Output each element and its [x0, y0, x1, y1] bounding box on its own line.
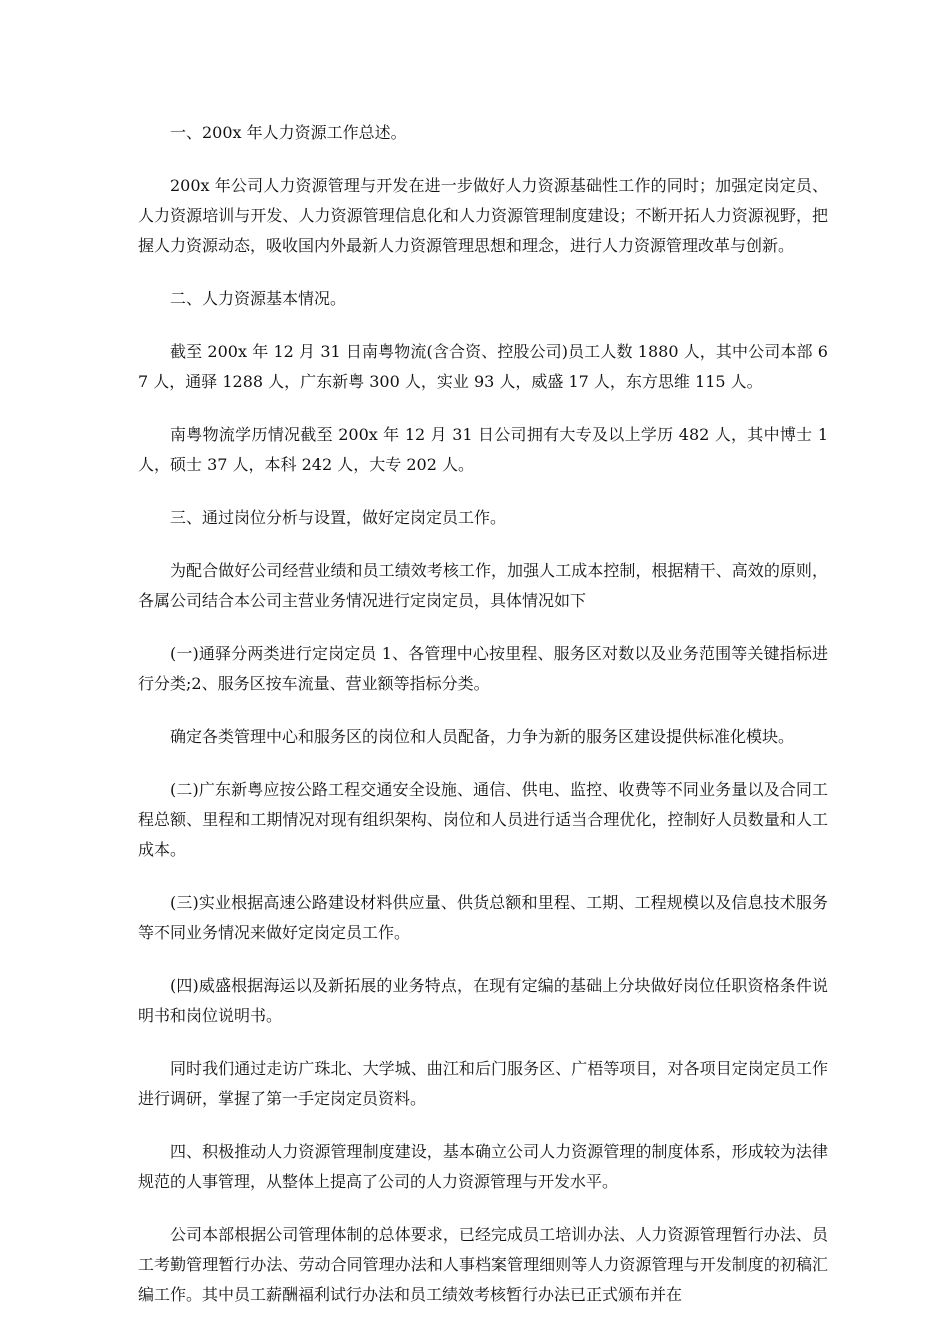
- paragraph: (三)实业根据高速公路建设材料供应量、供货总额和里程、工期、工程规模以及信息技术服务等不同业务情况来做好定岗定员工作。: [138, 893, 828, 942]
- paragraph: (四)威盛根据海运以及新拓展的业务特点，在现有定编的基础上分块做好岗位任职资格条件说明书和岗位说明书。: [138, 976, 828, 1025]
- document-body: [138, 118, 828, 1333]
- paragraph: 截至 200x 年 12 月 31 日南粤物流(含合资、控股公司)员工人数 1880 人，其中公司本部 67 人，通驿 1288 人，广东新粤 300 人，实业 93 人，威盛 17 人，东方思维 115 人。: [138, 342, 828, 391]
- paragraph: 200x 年公司人力资源管理与开发在进一步做好人力资源基础性工作的同时；加强定岗定员、人力资源培训与开发、人力资源管理信息化和人力资源管理制度建设；不断开拓人力资源视野，把握人力资源动态，吸收国内外最新人力资源管理思想和理念，进行人力资源管理改革与创新。: [138, 176, 828, 255]
- section-heading: 二、人力资源基本情况。: [170, 289, 347, 308]
- paragraph: 同时我们通过走访广珠北、大学城、曲江和后门服务区、广梧等项目，对各项目定岗定员工作进行调研，掌握了第一手定岗定员资料。: [138, 1059, 828, 1108]
- paragraph: 南粤物流学历情况截至 200x 年 12 月 31 日公司拥有大专及以上学历 482 人，其中博士 1 人，硕士 37 人，本科 242 人，大专 202 人。: [138, 425, 828, 474]
- section-heading: 三、通过岗位分析与设置，做好定岗定员工作。: [170, 508, 507, 527]
- paragraph: (二)广东新粤应按公路工程交通安全设施、通信、供电、监控、收费等不同业务量以及合同工程总额、里程和工期情况对现有组织架构、岗位和人员进行适当合理优化，控制好人员数量和人工成本。: [138, 780, 828, 859]
- section-heading: 四、积极推动人力资源管理制度建设，基本确立公司人力资源管理的制度体系，形成较为法律规范的人事管理，从整体上提高了公司的人力资源管理与开发水平。: [138, 1142, 828, 1191]
- paragraph: 为配合做好公司经营业绩和员工绩效考核工作，加强人工成本控制，根据精干、高效的原则，各属公司结合本公司主营业务情况进行定岗定员，具体情况如下: [138, 561, 828, 610]
- paragraph: 确定各类管理中心和服务区的岗位和人员配备，力争为新的服务区建设提供标准化模块。: [170, 727, 795, 746]
- section-heading: 一、200x 年人力资源工作总述。: [170, 123, 407, 142]
- paragraph: (一)通驿分两类进行定岗定员 1、各管理中心按里程、服务区对数以及业务范围等关键指标进行分类;2、服务区按车流量、营业额等指标分类。: [138, 644, 828, 693]
- paragraph: 公司本部根据公司管理体制的总体要求，已经完成员工培训办法、人力资源管理暂行办法、员工考勤管理暂行办法、劳动合同管理办法和人事档案管理细则等人力资源管理与开发制度的初稿汇编工作。其中员工薪酬福利试行办法和员工绩效考核暂行办法已正式颁布并在: [138, 1225, 828, 1304]
